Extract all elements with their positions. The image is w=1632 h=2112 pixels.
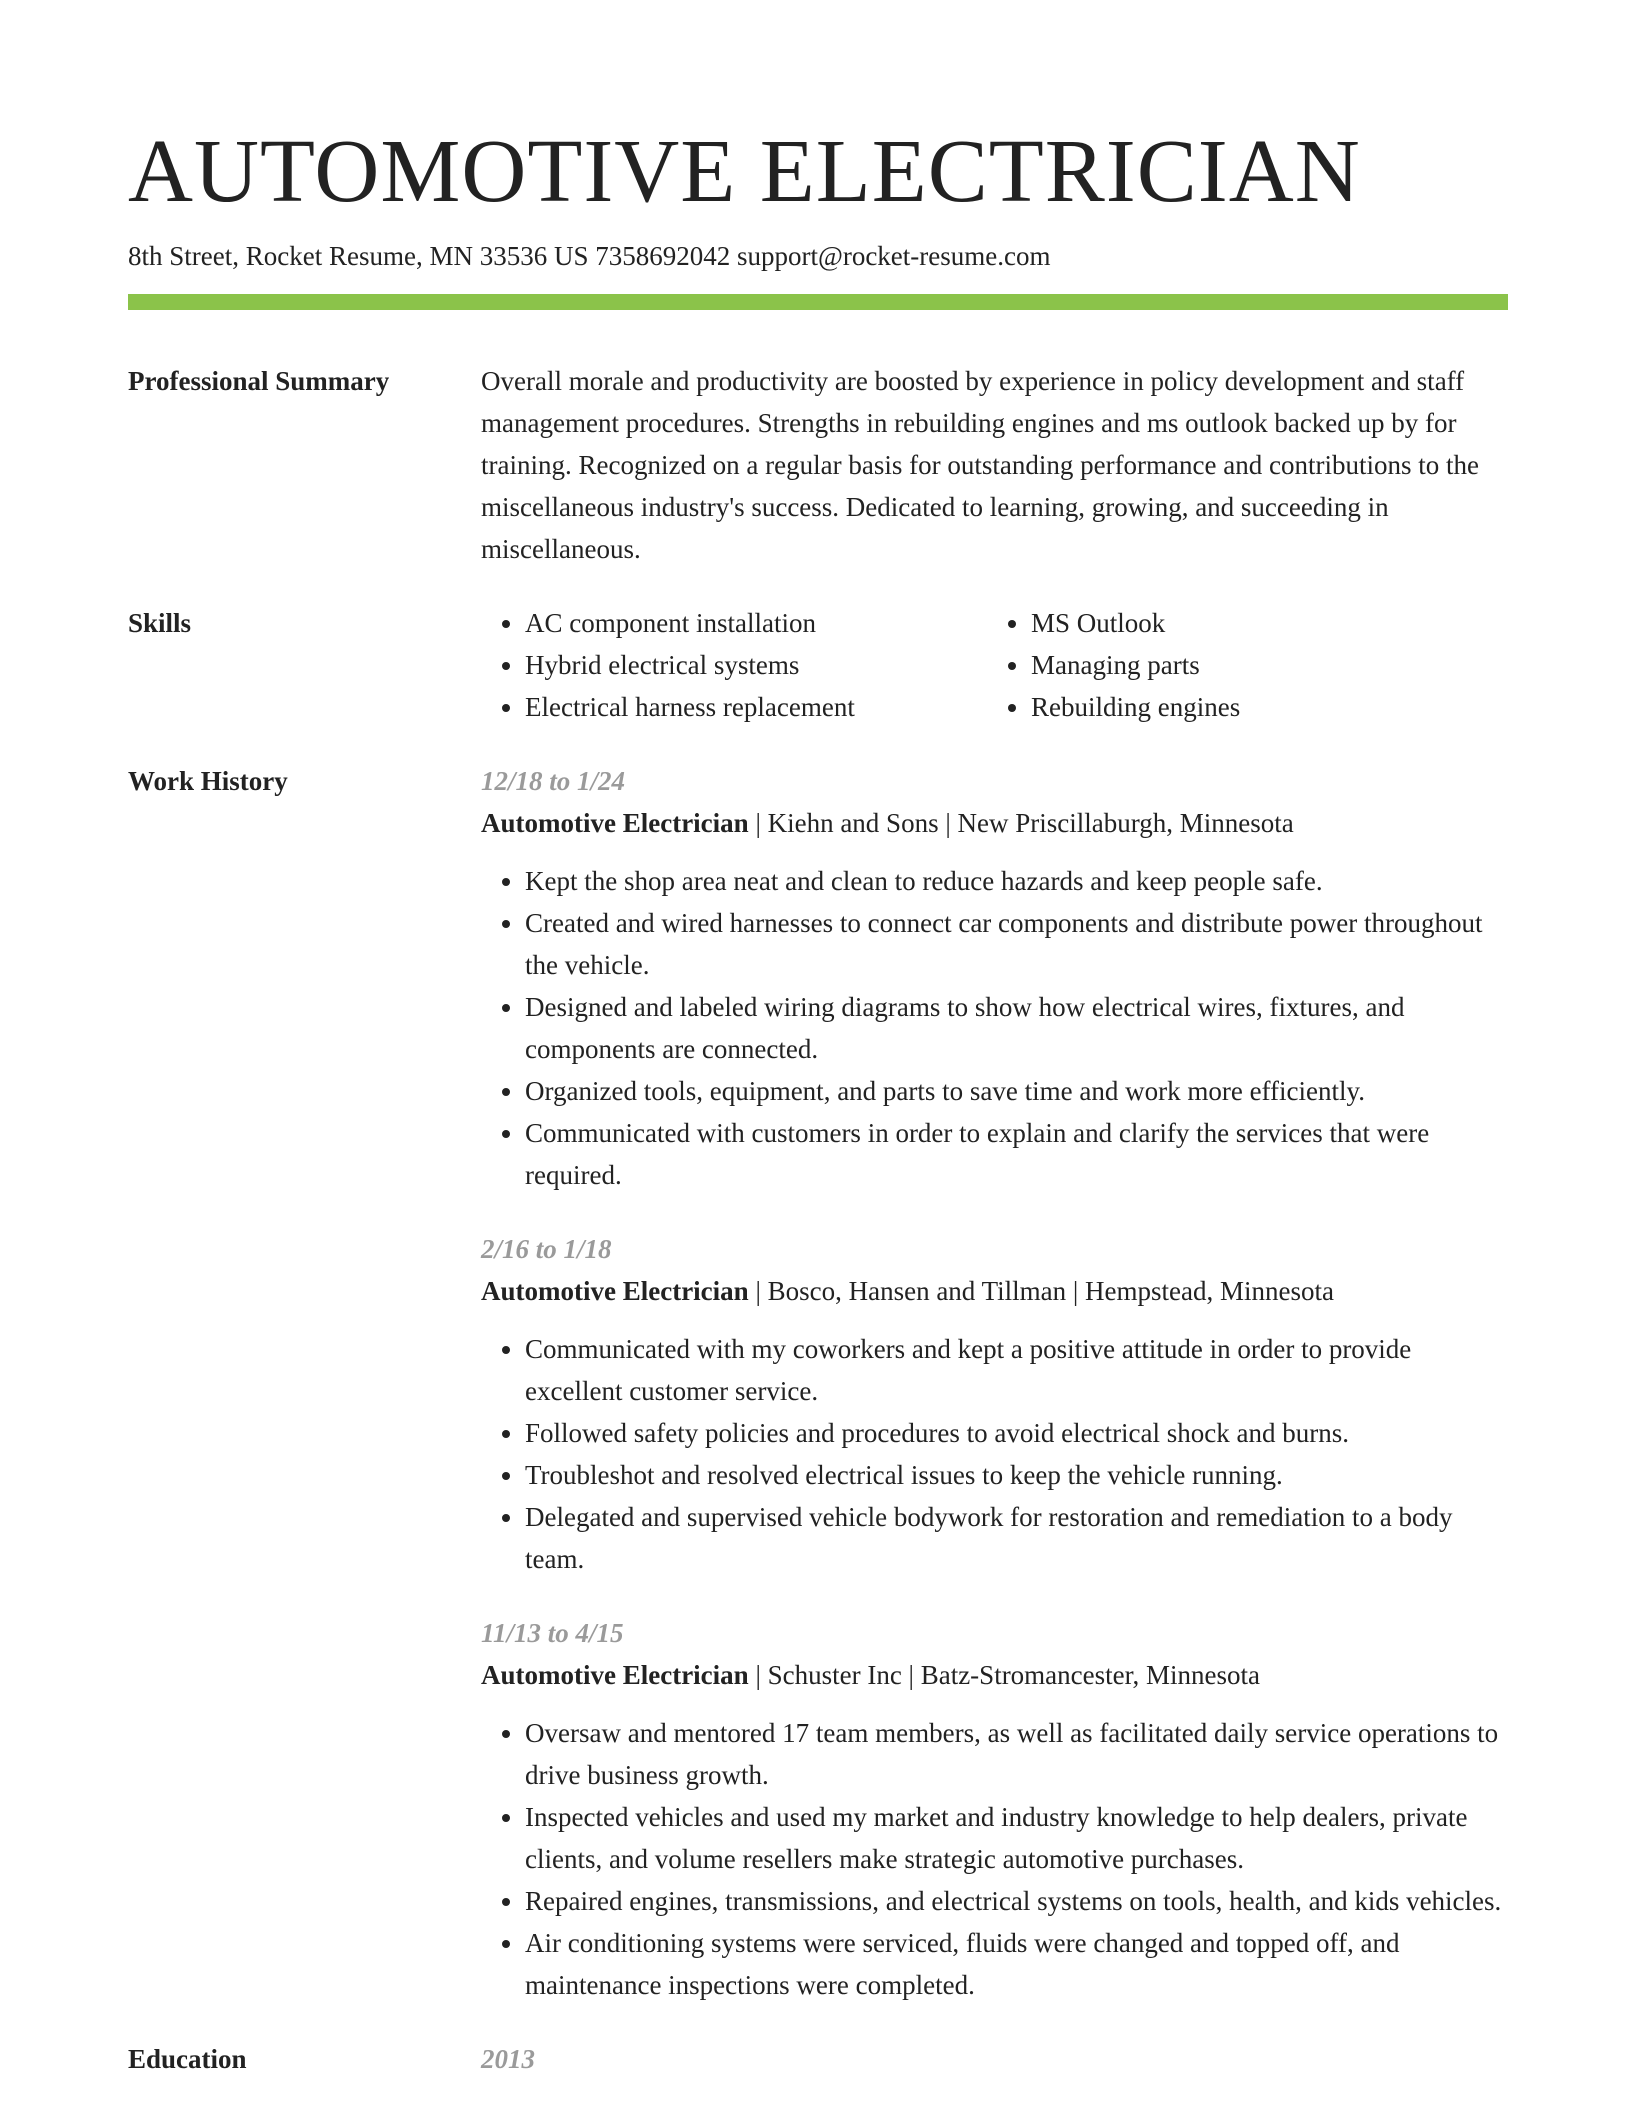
job-bullet: • Communicated with customers in order to explain and clarify the services that were required. — [525, 1112, 1508, 1196]
skill-item: • Rebuilding engines — [1031, 686, 1493, 728]
job-bullet: • Organized tools, equipment, and parts to save time and work more efficiently. — [525, 1070, 1508, 1112]
job-heading — [481, 1654, 1508, 1696]
job-bullets — [481, 860, 1508, 1196]
job-title: Automotive Electrician — [481, 808, 749, 838]
skill-item: • Hybrid electrical systems — [525, 644, 987, 686]
job-bullets — [481, 1328, 1508, 1580]
job-bullet: • Communicated with my coworkers and kept a positive attitude in order to provide excellent customer service. — [525, 1328, 1508, 1412]
skills-column-left — [481, 602, 987, 728]
skill-item: • Managing parts — [1031, 644, 1493, 686]
education-section — [128, 2038, 1508, 2080]
job-entry — [481, 1228, 1508, 1580]
job-bullet: • Oversaw and mentored 17 team members, as well as facilitated daily service operations to drive business growth. — [525, 1712, 1508, 1796]
job-heading — [481, 802, 1508, 844]
resume-page — [128, 0, 1508, 2080]
section-heading: Skills — [128, 608, 192, 638]
job-heading — [481, 1270, 1508, 1312]
summary-section — [128, 360, 1508, 570]
job-bullet: • Repaired engines, transmissions, and electrical systems on tools, health, and kids vehicles. — [525, 1880, 1508, 1922]
job-bullet: • Inspected vehicles and used my market and industry knowledge to help dealers, private clients, and volume resellers make strategic automotive purchases. — [525, 1796, 1508, 1880]
skills-list — [481, 602, 1508, 728]
work-history-section — [128, 760, 1508, 2006]
section-heading: Professional Summary — [128, 366, 390, 396]
summary-text: Overall morale and productivity are boosted by experience in policy development and staff management procedures. Strengths in rebuilding engines and ms outlook backed up by for training. Recognized on a regular basis for outstanding performance and contributions to the miscellaneous industry's success. Dedicated to learning, growing, and succeeding in miscellaneous. — [481, 366, 1479, 564]
education-year: 2013 — [481, 2044, 535, 2074]
job-details: | Schuster Inc | Batz-Stromancester, Minnesota — [748, 1660, 1261, 1690]
section-heading: Work History — [128, 766, 288, 796]
header-divider — [128, 294, 1508, 310]
job-bullet: • Delegated and supervised vehicle bodywork for restoration and remediation to a body team. — [525, 1496, 1508, 1580]
job-bullets — [481, 1712, 1508, 2006]
work-history-list — [481, 760, 1508, 2006]
job-entry — [481, 760, 1508, 1196]
job-bullet: • Kept the shop area neat and clean to reduce hazards and keep people safe. — [525, 860, 1508, 902]
education-list — [481, 2038, 1508, 2080]
job-details: | Bosco, Hansen and Tillman | Hempstead, Minnesota — [748, 1276, 1334, 1306]
job-bullet: • Troubleshot and resolved electrical issues to keep the vehicle running. — [525, 1454, 1508, 1496]
resume-name: AUTOMOTIVE ELECTRICIAN — [128, 122, 1361, 221]
skill-item: • AC component installation — [525, 602, 987, 644]
skill-item: • Electrical harness replacement — [525, 686, 987, 728]
job-dates: 2/16 to 1/18 — [481, 1234, 612, 1264]
skills-column-right — [987, 602, 1493, 728]
job-bullet: • Created and wired harnesses to connect car components and distribute power throughout the vehicle. — [525, 902, 1508, 986]
skill-item: • MS Outlook — [1031, 602, 1493, 644]
job-title: Automotive Electrician — [481, 1660, 749, 1690]
job-bullet: • Designed and labeled wiring diagrams to show how electrical wires, fixtures, and components are connected. — [525, 986, 1508, 1070]
section-heading: Education — [128, 2044, 247, 2074]
job-dates: 12/18 to 1/24 — [481, 766, 626, 796]
job-title: Automotive Electrician — [481, 1276, 749, 1306]
job-bullet: • Followed safety policies and procedures to avoid electrical shock and burns. — [525, 1412, 1508, 1454]
job-bullet: • Air conditioning systems were serviced, fluids were changed and topped off, and maintenance inspections were completed. — [525, 1922, 1508, 2006]
job-dates: 11/13 to 4/15 — [481, 1618, 624, 1648]
job-entry — [481, 1612, 1508, 2006]
contact-info: 8th Street, Rocket Resume, MN 33536 US 7358692042 support@rocket-resume.com — [128, 241, 1051, 271]
skills-section — [128, 602, 1508, 728]
job-details: | Kiehn and Sons | New Priscillaburgh, Minnesota — [748, 808, 1294, 838]
